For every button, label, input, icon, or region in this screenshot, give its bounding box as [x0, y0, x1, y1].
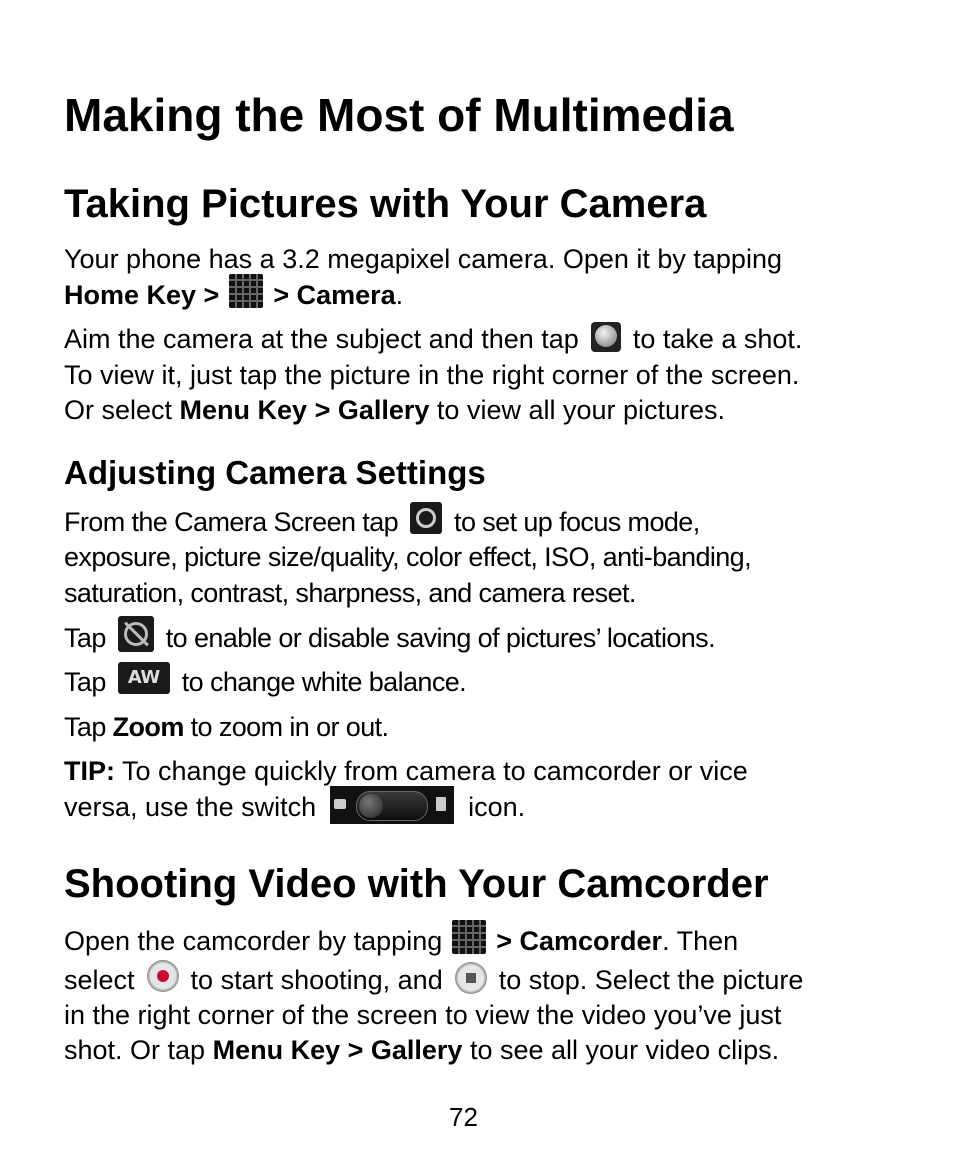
camcorder-line1 [64, 924, 738, 960]
settings-line1 [64, 505, 700, 540]
settings-text-b: to set up focus mode, [454, 507, 700, 537]
menu-gallery-label: Menu Key > Gallery [212, 1035, 463, 1065]
tip-text: To change quickly from camera to camcorder or vice [122, 756, 748, 786]
section-heading-camera: Taking Pictures with Your Camera [64, 182, 707, 226]
white-balance-text: to change white balance. [181, 667, 467, 697]
camcorder-glyph-icon [436, 797, 446, 811]
tap-word: Tap [64, 667, 106, 697]
white-balance-line [64, 665, 466, 700]
tip-text-b: icon. [468, 792, 526, 823]
white-balance-icon: AW [118, 662, 170, 694]
camera-settings-icon [410, 502, 442, 534]
or-tap-text: shot. Or tap [64, 1035, 206, 1065]
camera-label: > Camera [273, 280, 396, 310]
page-number: 72 [449, 1102, 478, 1132]
switch-knob [356, 791, 428, 821]
shot-line1 [64, 322, 802, 356]
zoom-text: to zoom in or out. [190, 712, 389, 742]
take-shot-text: to take a shot. [632, 324, 803, 354]
camcorder-text-a: Open the camcorder by tapping [64, 926, 443, 956]
aim-text: Aim the camera at the subject and then tap [64, 324, 579, 354]
tap-word: Tap [64, 712, 106, 742]
camera-glyph-icon [334, 799, 346, 809]
apps-grid-icon [229, 274, 263, 308]
shot-line2: To view it, just tap the picture in the right corner of the screen. [64, 360, 800, 390]
camera-intro-line2 [64, 278, 403, 314]
location-text: to enable or disable saving of pictures’ locations. [165, 623, 715, 653]
stop-text: to stop. Select the picture [498, 965, 804, 995]
video-clips-text: to see all your video clips. [469, 1035, 780, 1065]
zoom-label: Zoom [112, 712, 184, 742]
view-pictures-text: to view all your pictures. [436, 395, 726, 425]
camcorder-text-b: . Then [662, 926, 739, 956]
camera-intro-line1 [64, 242, 782, 276]
camcorder-label: > Camcorder [496, 926, 663, 956]
home-key-label: Home Key > [64, 280, 220, 310]
tip-line1 [64, 754, 748, 788]
camcorder-line3: in the right corner of the screen to view the video you’ve just [64, 1000, 782, 1030]
camcorder-line4 [64, 1033, 779, 1067]
stop-icon [455, 962, 487, 994]
camera-camcorder-switch-icon [330, 786, 454, 824]
section-heading-settings: Adjusting Camera Settings [64, 454, 486, 491]
record-icon [147, 960, 179, 992]
period: . [395, 280, 404, 310]
page-title: Making the Most of Multimedia [64, 89, 734, 141]
settings-line2: exposure, picture size/quality, color effect, ISO, anti-banding, [64, 542, 751, 572]
shot-line3 [64, 393, 725, 427]
start-shooting-text: to start shooting, and [190, 965, 443, 995]
tip-label: TIP: [64, 756, 115, 786]
settings-text-a: From the Camera Screen tap [64, 507, 399, 537]
tap-word: Tap [64, 623, 106, 653]
location-line [64, 621, 715, 658]
tip-text-a: versa, use the switch [64, 792, 317, 823]
apps-grid-icon [452, 920, 486, 954]
menu-gallery-label: Menu Key > Gallery [179, 395, 430, 425]
select-text: select [64, 965, 135, 995]
settings-line3: saturation, contrast, sharpness, and camera reset. [64, 578, 636, 608]
zoom-line [64, 710, 388, 744]
section-heading-camcorder: Shooting Video with Your Camcorder [64, 862, 769, 906]
camcorder-line2 [64, 963, 803, 998]
location-toggle-icon [118, 616, 154, 652]
camera-intro-text: Your phone has a 3.2 megapixel camera. Open it by tapping [64, 244, 782, 274]
shutter-icon [591, 322, 621, 352]
tip-line2 [64, 790, 525, 828]
or-select-text: Or select [64, 395, 173, 425]
